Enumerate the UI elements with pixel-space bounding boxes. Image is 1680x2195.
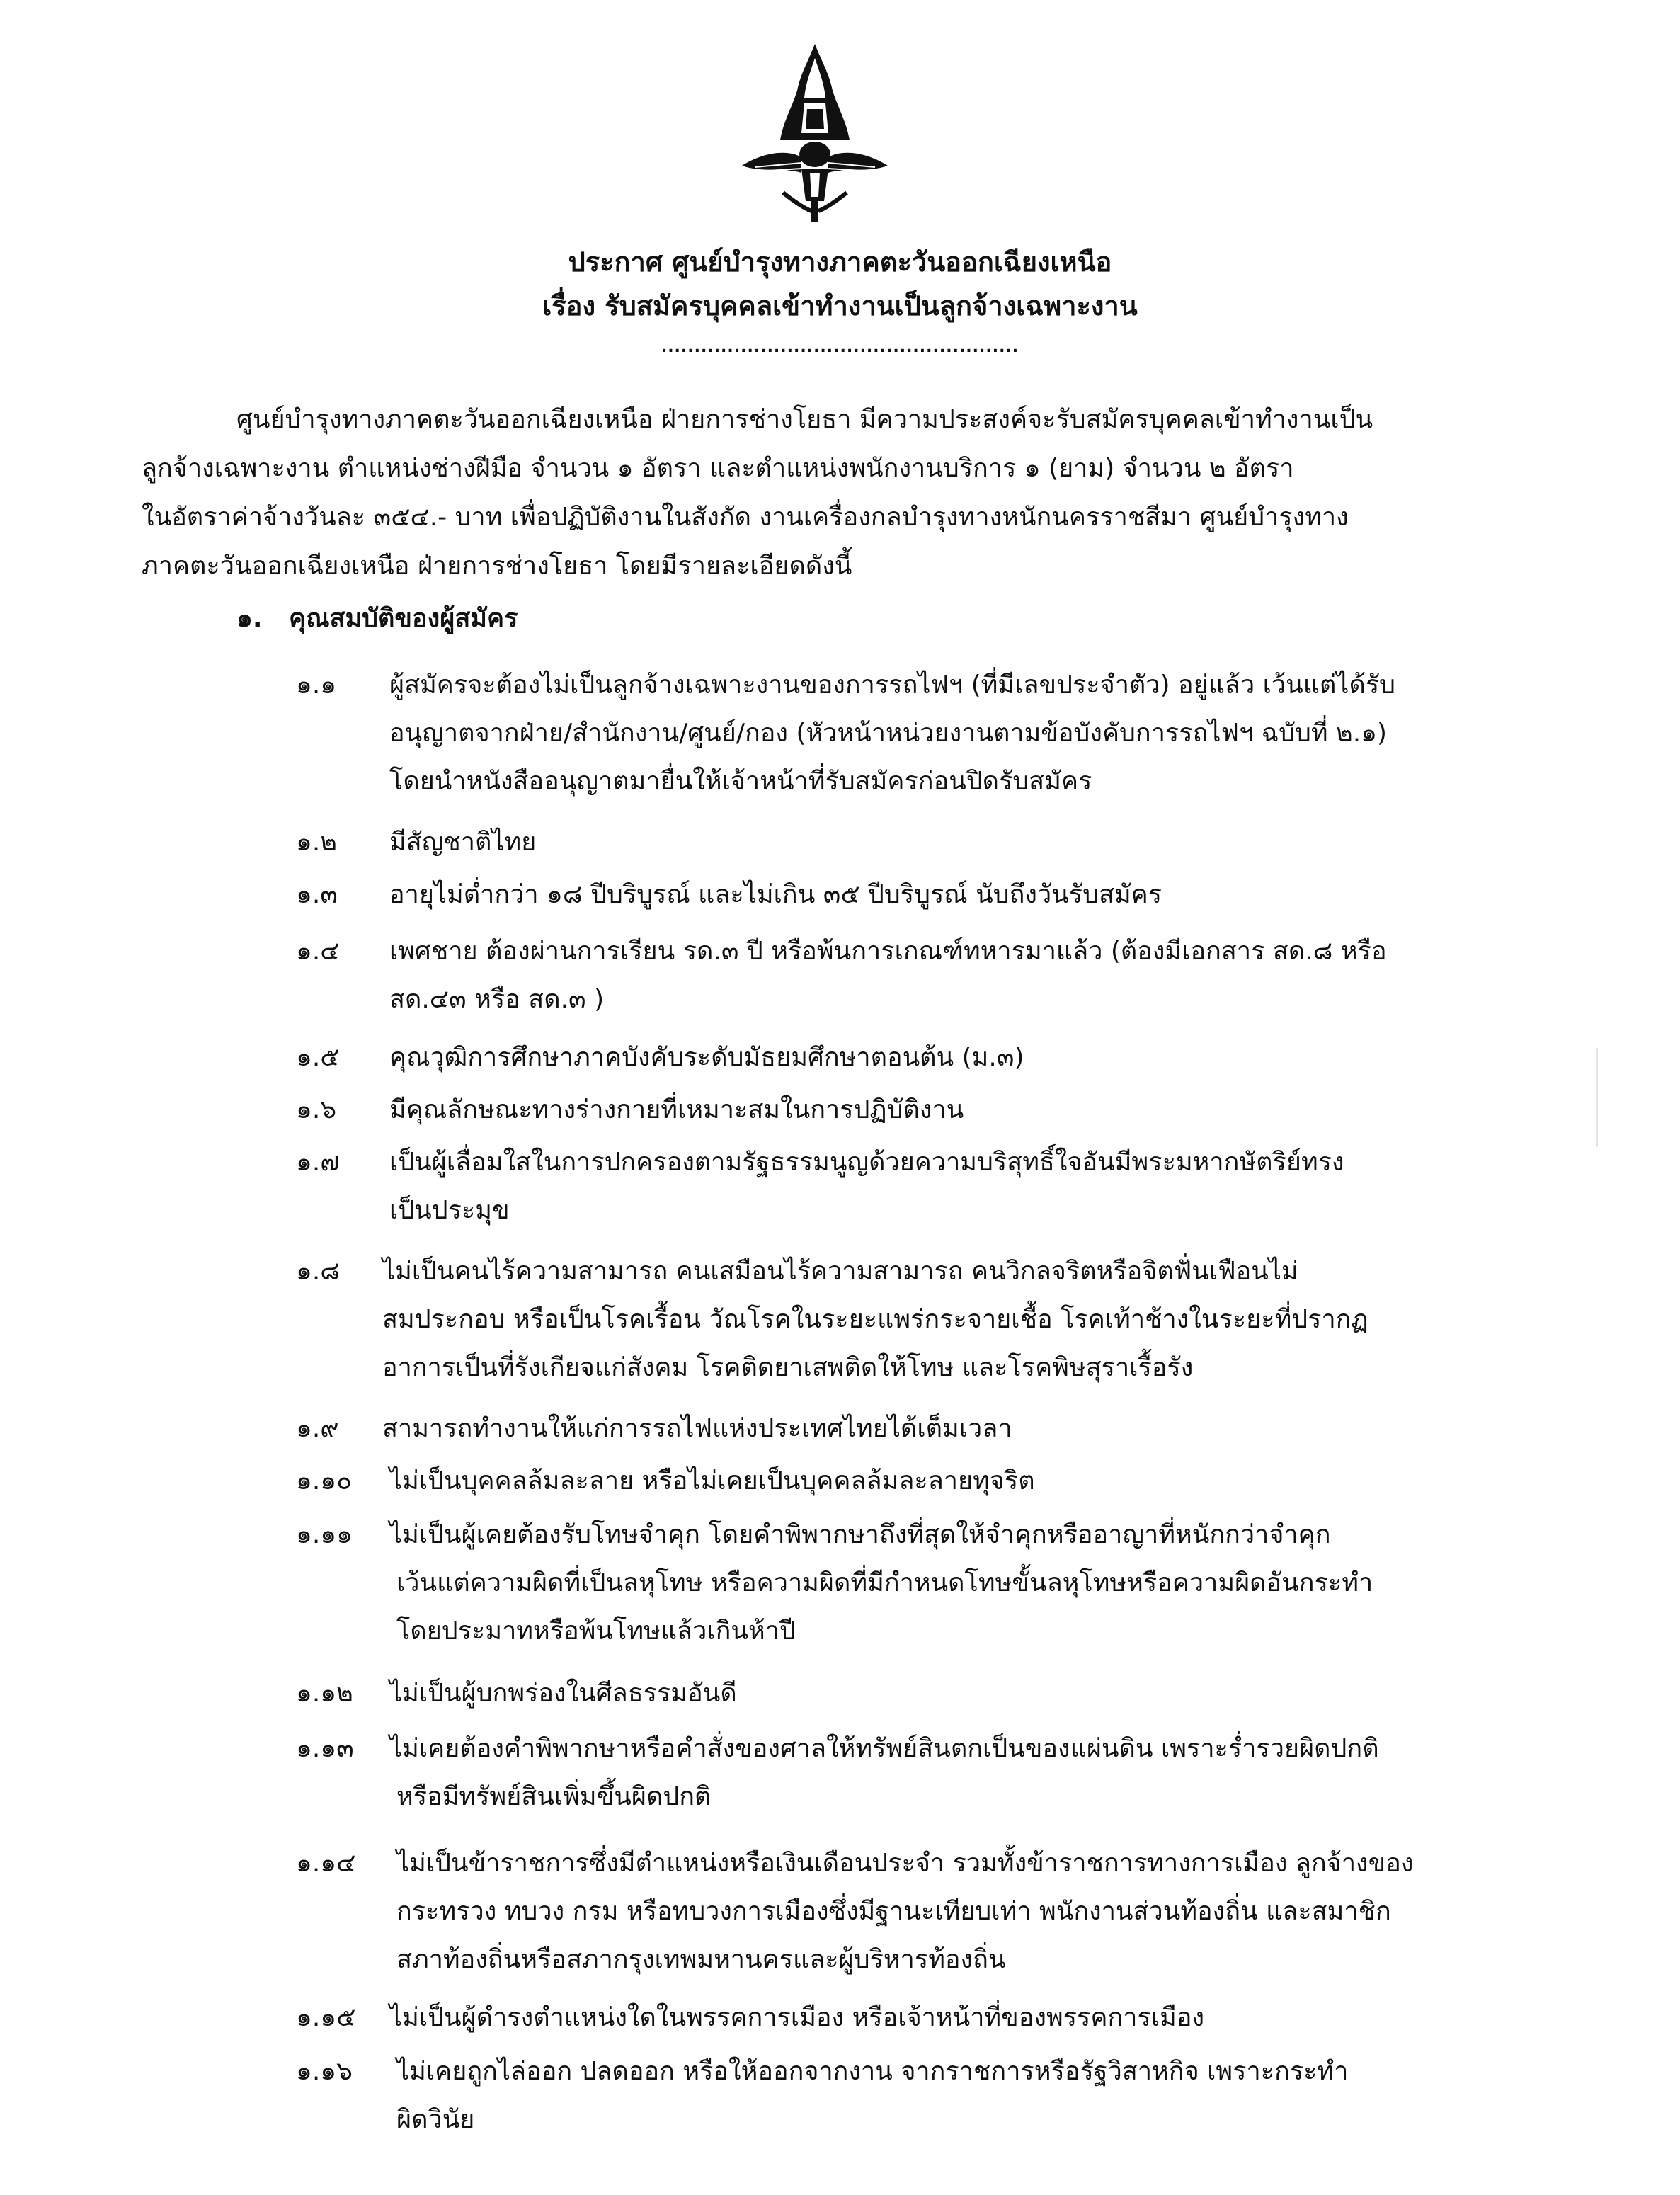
- item-number: ๑.๗: [296, 1148, 340, 1177]
- intro-line-4: ภาคตะวันออกเฉียงเหนือ ฝ่ายการช่างโยธา โดยมีรายละเอียดดังนี้: [142, 552, 852, 581]
- item-line: มีคุณลักษณะทางร่างกายที่เหมาะสมในการปฏิบัติงาน: [389, 1095, 964, 1124]
- item-line: ผิดวินัย: [396, 2105, 475, 2134]
- item-line: อนุญาตจากฝ่าย/สำนักงาน/ศูนย์/กอง (หัวหน้าหน่วยงานตามข้อบังคับการรถไฟฯ ฉบับที่ ๒.๑): [389, 719, 1388, 748]
- item-line: สามารถทำงานให้แก่การรถไฟแห่งประเทศไทยได้เต็มเวลา: [382, 1414, 1012, 1443]
- item-number: ๑.๙: [296, 1414, 339, 1443]
- item-number: ๑.๕: [296, 1043, 340, 1072]
- item-line: เป็นประมุข: [389, 1196, 510, 1225]
- item-line: เว้นแต่ความผิดที่เป็นลหุโทษ หรือความผิดที่มีกำหนดโทษขั้นลหุโทษหรือความผิดอันกระทำ: [396, 1568, 1373, 1597]
- item-number: ๑.๑๐: [296, 1466, 353, 1495]
- item-number: ๑.๑๔: [296, 1849, 356, 1878]
- item-line: โดยนำหนังสืออนุญาตมายื่นให้เจ้าหน้าที่รับสมัครก่อนปิดรับสมัคร: [389, 767, 1092, 796]
- item-line: ไม่เป็นคนไร้ความสามารถ คนเสมือนไร้ความสามารถ คนวิกลจริตหรือจิตฟั่นเฟือนไม่: [382, 1257, 1298, 1286]
- item-line: ไม่เป็นบุคคลล้มละลาย หรือไม่เคยเป็นบุคคลล้มละลายทุจริต: [389, 1466, 1035, 1495]
- state-railway-emblem-icon: [733, 41, 896, 225]
- item-number: ๑.๑๑: [296, 1520, 353, 1549]
- intro-line-2: ลูกจ้างเฉพาะงาน ตำแหน่งช่างฝีมือ จำนวน ๑ อัตรา และตำแหน่งพนักงานบริการ ๑ (ยาม) จำนวน ๒ อัตรา: [142, 454, 1294, 483]
- item-line: คุณวุฒิการศึกษาภาคบังคับระดับมัธยมศึกษาตอนต้น (ม.๓): [389, 1043, 1024, 1072]
- item-line: ไม่เคยถูกไล่ออก ปลดออก หรือให้ออกจากงาน จากราชการหรือรัฐวิสาหกิจ เพราะกระทำ: [396, 2057, 1349, 2086]
- announcement-title: ประกาศ ศูนย์บำรุงทางภาคตะวันออกเฉียงเหนือ: [568, 246, 1112, 278]
- item-line: ไม่เป็นผู้ดำรงตำแหน่งใดในพรรคการเมือง หรือเจ้าหน้าที่ของพรรคการเมือง: [389, 2003, 1205, 2032]
- intro-line-1: ศูนย์บำรุงทางภาคตะวันออกเฉียงเหนือ ฝ่ายการช่างโยธา มีความประสงค์จะรับสมัครบุคคลเข้าทำงานเป็น: [236, 405, 1373, 434]
- item-number: ๑.๔: [296, 937, 340, 966]
- item-line: ไม่เป็นข้าราชการซึ่งมีตำแหน่งหรือเงินเดือนประจำ รวมทั้งข้าราชการทางการเมือง ลูกจ้างของ: [396, 1849, 1414, 1878]
- item-line: สด.๔๓ หรือ สด.๓ ): [389, 985, 605, 1014]
- item-line: ผู้สมัครจะต้องไม่เป็นลูกจ้างเฉพาะงานของการรถไฟฯ (ที่มีเลขประจำตัว) อยู่แล้ว เว้นแต่ได้รับ: [389, 671, 1396, 700]
- item-number: ๑.๑๕: [296, 2003, 356, 2032]
- item-line: หรือมีทรัพย์สินเพิ่มขึ้นผิดปกติ: [396, 1782, 712, 1811]
- item-line: สมประกอบ หรือเป็นโรคเรื้อน วัณโรคในระยะแพร่กระจายเชื้อ โรคเท้าช้างในระยะที่ปรากฏ: [382, 1305, 1368, 1334]
- section-heading: คุณสมบัติของผู้สมัคร: [289, 604, 518, 633]
- item-number: ๑.๑๖: [296, 2057, 353, 2086]
- item-line: โดยประมาทหรือพ้นโทษแล้วเกินห้าปี: [396, 1617, 796, 1646]
- item-number: ๑.๑๒: [296, 1679, 353, 1708]
- item-line: เป็นผู้เลื่อมใสในการปกครองตามรัฐธรรมนูญด้วยความบริสุทธิ์ใจอันมีพระมหากษัตริย์ทรง: [389, 1148, 1344, 1177]
- item-number: ๑.๑: [296, 671, 337, 700]
- intro-line-3: ในอัตราค่าจ้างวันละ ๓๕๔.- บาท เพื่อปฏิบัติงานในสังกัด งานเครื่องกลบำรุงทางหนักนครราชสีมา ศูนย์บำรุงทาง: [142, 503, 1349, 532]
- item-line: กระทรวง ทบวง กรม หรือทบวงการเมืองซึ่งมีฐานะเทียบเท่า พนักงานส่วนท้องถิ่น และสมาชิก: [396, 1897, 1391, 1926]
- item-line: อาการเป็นที่รังเกียจแก่สังคม โรคติดยาเสพติดให้โทษ และโรคพิษสุราเรื้อรัง: [382, 1353, 1194, 1382]
- item-line: มีสัญชาติไทย: [389, 828, 537, 857]
- scan-margin-mark: [1596, 1048, 1598, 1147]
- item-number: ๑.๑๓: [296, 1734, 354, 1763]
- section-number: ๑.: [236, 604, 263, 633]
- announcement-subject: เรื่อง รับสมัครบุคคลเข้าทำงานเป็นลูกจ้างเฉพาะงาน: [542, 290, 1138, 321]
- item-line: ไม่เป็นผู้เคยต้องรับโทษจำคุก โดยคำพิพากษาถึงที่สุดให้จำคุกหรืออาญาที่หนักกว่าจำคุก: [389, 1520, 1331, 1549]
- title-separator: ......................................................: [661, 338, 1019, 356]
- item-number: ๑.๖: [296, 1095, 337, 1124]
- item-line: ไม่เป็นผู้บกพร่องในศีลธรรมอันดี: [389, 1679, 737, 1708]
- item-number: ๑.๘: [296, 1257, 341, 1286]
- item-number: ๑.๒: [296, 828, 338, 857]
- item-number: ๑.๓: [296, 880, 338, 909]
- item-line: สภาท้องถิ่นหรือสภากรุงเทพมหานครและผู้บริหารท้องถิ่น: [396, 1945, 1006, 1974]
- item-line: ไม่เคยต้องคำพิพากษาหรือคำสั่งของศาลให้ทรัพย์สินตกเป็นของแผ่นดิน เพราะร่ำรวยผิดปกติ: [389, 1734, 1379, 1763]
- item-line: อายุไม่ต่ำกว่า ๑๘ ปีบริบูรณ์ และไม่เกิน ๓๕ ปีบริบูรณ์ นับถึงวันรับสมัคร: [389, 880, 1162, 909]
- item-line: เพศชาย ต้องผ่านการเรียน รด.๓ ปี หรือพ้นการเกณฑ์ทหารมาแล้ว (ต้องมีเอกสาร สด.๘ หรือ: [389, 937, 1387, 966]
